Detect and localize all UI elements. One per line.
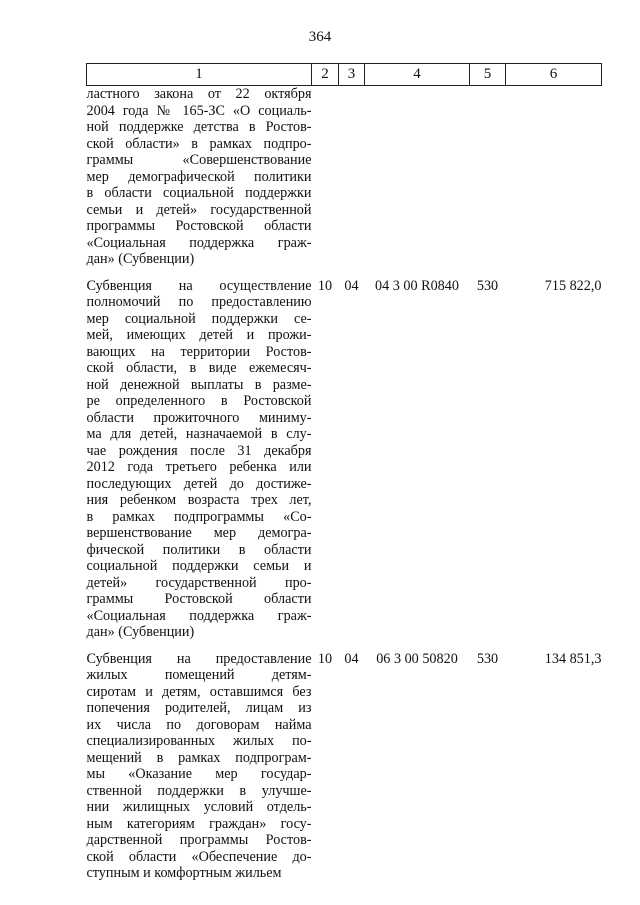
description-line: сиротам и детям, оставшимся без bbox=[86, 683, 312, 700]
description-line: специализированных жилых по- bbox=[86, 733, 312, 749]
description-line: дарственной программы Ростов- bbox=[86, 832, 312, 848]
section-code: 10 bbox=[317, 650, 333, 667]
amount bbox=[506, 86, 602, 268]
description-line: программы Ростовской области bbox=[86, 218, 312, 234]
description-line: мы «Оказание мер государ- bbox=[86, 766, 312, 782]
header-col-4: 4 bbox=[365, 64, 470, 86]
description-line: ма для детей, назначаемой в слу- bbox=[86, 426, 312, 442]
description-line: дан» (Субвенции) bbox=[86, 251, 195, 267]
header-col-1: 1 bbox=[87, 64, 312, 86]
description-line: ластного закона от 22 октября bbox=[86, 86, 312, 102]
description-line: ной денежной выплаты в разме- bbox=[86, 376, 312, 393]
header-row bbox=[87, 64, 602, 86]
description-line: ре определенного в Ростовской bbox=[86, 393, 312, 409]
description-line: ной поддержке детства в Ростов- bbox=[86, 119, 312, 135]
target-article-code: 06 3 00 50820 bbox=[376, 650, 458, 667]
amount: 134 851,3 bbox=[544, 650, 602, 667]
description-line: ступным и комфортным жильем bbox=[86, 865, 282, 881]
header-col-3: 3 bbox=[339, 64, 365, 86]
description-line: граммы «Совершенствование bbox=[86, 152, 312, 168]
table-row bbox=[87, 641, 602, 882]
description-line: Субвенция на предоставление bbox=[86, 650, 312, 667]
description-line: попечения родителей, лицам из bbox=[86, 700, 312, 716]
description-line: ния ребенком возраста трех лет, bbox=[86, 492, 312, 508]
description-line: жилых помещений детям- bbox=[86, 667, 312, 683]
description-line: в области социальной поддержки bbox=[86, 185, 312, 201]
description-line: «Социальная поддержка граж- bbox=[86, 234, 312, 251]
description-line: граммы Ростовской области bbox=[86, 591, 312, 607]
description-line: области прожиточного миниму- bbox=[86, 409, 312, 426]
section-code: 10 bbox=[317, 277, 333, 294]
budget-table bbox=[86, 63, 602, 882]
row-description bbox=[87, 268, 312, 641]
description-line: семьи и детей» государственной bbox=[86, 201, 312, 218]
header-col-6: 6 bbox=[506, 64, 602, 86]
description-line: мер социальной поддержки се- bbox=[86, 310, 312, 327]
description-line: полномочий по предоставлению bbox=[86, 294, 312, 310]
subsection-code: 04 bbox=[344, 650, 359, 667]
description-line: социальной поддержки семьи и bbox=[86, 558, 312, 574]
description-line: чае рождения после 31 декабря bbox=[86, 442, 312, 459]
subsection-code bbox=[339, 86, 365, 268]
description-line: 2012 года третьего ребенка или bbox=[86, 459, 312, 475]
section-code bbox=[312, 86, 339, 268]
description-line: ской области, в виде ежемесяч- bbox=[86, 360, 312, 376]
description-line: в рамках подпрограммы «Со- bbox=[86, 508, 312, 525]
description-line: Субвенция на осуществление bbox=[86, 277, 312, 294]
expense-type-code: 530 bbox=[476, 277, 499, 294]
header-col-2: 2 bbox=[312, 64, 339, 86]
description-line: ской области «Обеспечение до- bbox=[86, 848, 312, 865]
description-line: детей» государственной про- bbox=[86, 574, 312, 591]
description-line: фической политики в области bbox=[86, 541, 312, 558]
expense-type-code bbox=[470, 86, 506, 268]
description-line: их числа по договорам найма bbox=[86, 716, 312, 733]
description-line: ской области» в рамках подпро- bbox=[86, 135, 312, 152]
row-description bbox=[87, 86, 312, 268]
amount: 715 822,0 bbox=[544, 277, 602, 294]
description-line: 2004 года № 165-ЗС «О социаль- bbox=[86, 102, 312, 119]
description-line: ственной поддержки в улучше- bbox=[86, 782, 312, 799]
expense-type-code: 530 bbox=[476, 650, 499, 667]
description-line: вающих на территории Ростов- bbox=[86, 343, 312, 360]
subsection-code: 04 bbox=[344, 277, 359, 294]
description-line: «Социальная поддержка граж- bbox=[86, 607, 312, 624]
table-row bbox=[87, 86, 602, 268]
page-number: 364 bbox=[308, 29, 332, 45]
description-line: вершенствование мер демогра- bbox=[86, 525, 312, 541]
row-description bbox=[87, 641, 312, 882]
description-line: дан» (Субвенции) bbox=[86, 624, 195, 640]
target-article-code bbox=[365, 86, 470, 268]
description-line: мер демографической политики bbox=[86, 168, 312, 185]
description-line: последующих детей до достиже- bbox=[86, 475, 312, 492]
description-line: мей, имеющих детей и прожи- bbox=[86, 327, 312, 343]
target-article-code: 04 3 00 R0840 bbox=[375, 277, 459, 294]
description-line: мещений в рамках подпрограм- bbox=[86, 749, 312, 766]
header-col-5: 5 bbox=[470, 64, 506, 86]
description-line: ным категориям граждан» госу- bbox=[86, 815, 312, 832]
description-line: нии жилищных условий отдель- bbox=[86, 799, 312, 815]
table-row bbox=[87, 268, 602, 641]
